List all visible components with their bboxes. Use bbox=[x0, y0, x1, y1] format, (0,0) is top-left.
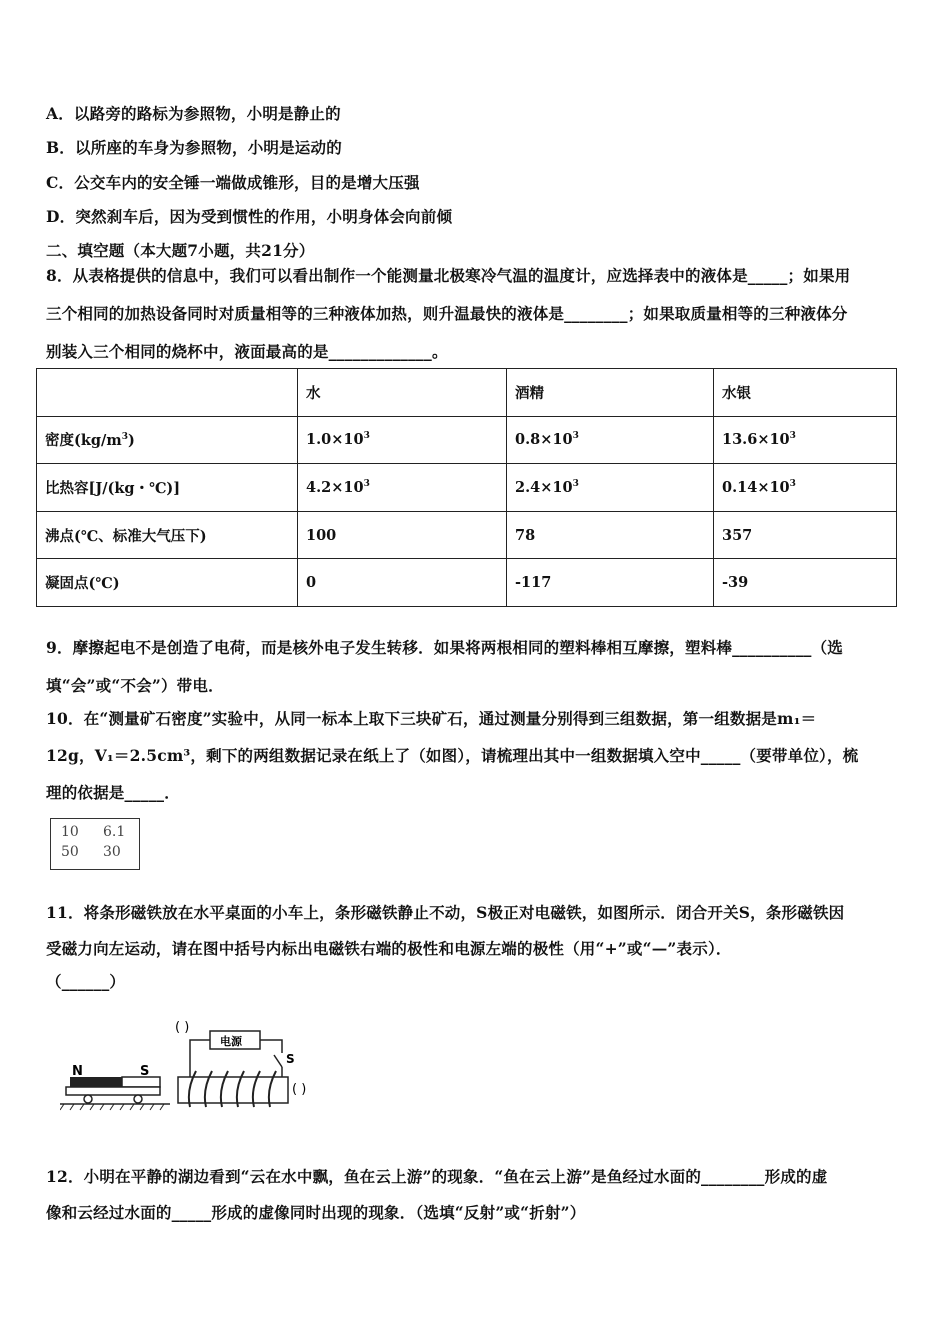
q12-line2: 像和云经过水面的_____形成的虚像同时出现的现象．（选填“反射”或“折射”） bbox=[46, 1203, 586, 1222]
note-value: 50 bbox=[61, 844, 79, 860]
table-cell: -39 bbox=[714, 559, 897, 607]
q10-line2: 12g，V₁＝2.5cm³，剩下的两组数据记录在纸上了（如图），请梳理出其中一组数据填入空中_____（要带单位），梳 bbox=[46, 746, 859, 765]
option-c: C．公交车内的安全锤一端做成锥形，目的是增大压强 bbox=[46, 173, 420, 192]
table-cell: 357 bbox=[714, 511, 897, 559]
power-label: 电源 bbox=[220, 1035, 242, 1048]
q10-line3: 理的依据是_____． bbox=[46, 783, 180, 802]
q8-line3: 别装入三个相同的烧杯中，液面最高的是_____________。 bbox=[46, 342, 448, 361]
q10-line1: 10．在“测量矿石密度”实验中，从同一标本上取下三块矿石，通过测量分别得到三组数据，第一组数据是m₁＝ bbox=[46, 709, 817, 728]
table-cell: $1.0\times 10^3$ bbox=[298, 416, 507, 464]
electromagnet-polarity-bracket: ( ) bbox=[292, 1082, 307, 1097]
magnet-cart bbox=[60, 1077, 170, 1110]
table-cell: $0.14\times 10^3$ bbox=[714, 464, 897, 512]
row-label: 凝固点(℃) bbox=[37, 559, 298, 607]
option-b: B．以所座的车身为参照物，小明是运动的 bbox=[46, 138, 342, 157]
table-row bbox=[37, 511, 897, 559]
option-a: A．以路旁的路标为参照物，小明是静止的 bbox=[46, 104, 341, 123]
header-cell: 水 bbox=[298, 369, 507, 417]
header-cell bbox=[37, 369, 298, 417]
note-value: 30 bbox=[103, 844, 121, 860]
data-note-figure bbox=[50, 818, 140, 870]
table-row bbox=[37, 464, 897, 512]
q9-line1: 9．摩擦起电不是创造了电荷，而是核外电子发生转移．如果将两根相同的塑料棒相互摩擦，塑料棒__________（选 bbox=[46, 638, 843, 657]
magnet-n-label: N bbox=[72, 1064, 83, 1079]
header-cell: 水银 bbox=[714, 369, 897, 417]
table-cell: 100 bbox=[298, 511, 507, 559]
table-cell: 0 bbox=[298, 559, 507, 607]
section-title: 二、填空题（本大题7小题，共21分） bbox=[46, 241, 315, 260]
electromagnet-circuit-figure bbox=[60, 1015, 340, 1130]
table-cell: 78 bbox=[507, 511, 714, 559]
q11-line1: 11．将条形磁铁放在水平桌面的小车上，条形磁铁静止不动，S极正对电磁铁，如图所示．闭合开关S，条形磁铁因 bbox=[46, 903, 845, 922]
option-d: D．突然刹车后，因为受到惯性的作用，小明身体会向前倾 bbox=[46, 207, 453, 226]
header-cell: 酒精 bbox=[507, 369, 714, 417]
magnet-s-label: S bbox=[140, 1064, 150, 1079]
table-cell: -117 bbox=[507, 559, 714, 607]
table-row bbox=[37, 416, 897, 464]
row-label: 密度$(kg/m^3)$ bbox=[37, 416, 298, 464]
note-value: 6.1 bbox=[103, 824, 126, 840]
table-cell: $2.4\times 10^3$ bbox=[507, 464, 714, 512]
table-row bbox=[37, 559, 897, 607]
q8-line2: 三个相同的加热设备同时对质量相等的三种液体加热，则升温最快的液体是________；如果取质量相等的三种液体分 bbox=[46, 304, 848, 323]
row-label: 比热容[J/(kg・℃)] bbox=[37, 464, 298, 512]
table-header-row bbox=[37, 369, 897, 417]
q8-line1: 8．从表格提供的信息中，我们可以看出制作一个能测量北极寒冷气温的温度计，应选择表中的液体是_____；如果用 bbox=[46, 266, 851, 285]
electromagnet bbox=[178, 1071, 288, 1107]
q12-line1: 12．小明在平静的湖边看到“云在水中飘，鱼在云上游”的现象．“鱼在云上游”是鱼经过水面的________形成的虚 bbox=[46, 1167, 828, 1186]
liquid-properties-table bbox=[36, 368, 897, 607]
q11-line2: 受磁力向左运动，请在图中括号内标出电磁铁右端的极性和电源左端的极性（用“+”或“—”表示）． bbox=[46, 939, 732, 958]
table-cell: $0.8\times 10^3$ bbox=[507, 416, 714, 464]
q9-line2: 填“会”或“不会”）带电． bbox=[46, 676, 224, 695]
row-label: 沸点(℃、标准大气压下) bbox=[37, 511, 298, 559]
note-value: 10 bbox=[61, 824, 79, 840]
table-cell: $4.2\times 10^3$ bbox=[298, 464, 507, 512]
switch-label: S bbox=[286, 1052, 295, 1066]
q11-line3: （______） bbox=[46, 972, 126, 991]
table-cell: $13.6\times 10^3$ bbox=[714, 416, 897, 464]
power-polarity-bracket: ( ) bbox=[175, 1020, 190, 1035]
